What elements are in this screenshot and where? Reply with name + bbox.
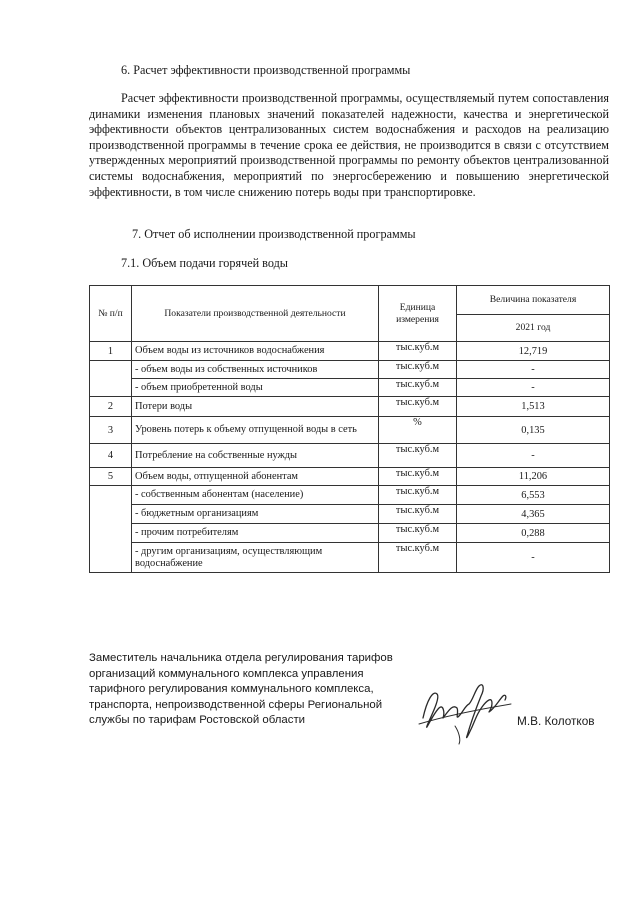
row-indicator: - другим организациям, осуществляющим водоснабжение xyxy=(132,543,379,573)
row-indicator: - объем приобретенной воды xyxy=(132,379,379,397)
row-num: 5 xyxy=(90,468,132,486)
table-row xyxy=(90,361,610,379)
row-value: 12,719 xyxy=(457,342,610,361)
row-value: - xyxy=(457,379,610,397)
header-unit: Единица измерения xyxy=(379,286,457,342)
table-row xyxy=(90,524,610,543)
water-supply-table xyxy=(89,285,610,573)
row-num: 3 xyxy=(90,417,132,444)
row-value: 0,135 xyxy=(457,417,610,444)
header-year: 2021 год xyxy=(457,315,610,342)
handwritten-signature xyxy=(415,670,515,748)
table-row xyxy=(90,505,610,524)
row-num: 4 xyxy=(90,444,132,468)
row-unit: тыс.куб.м xyxy=(379,524,457,543)
row-value: - xyxy=(457,361,610,379)
row-unit: тыс.куб.м xyxy=(379,397,457,417)
row-indicator: - собственным абонентам (население) xyxy=(132,486,379,505)
row-unit: тыс.куб.м xyxy=(379,505,457,524)
section-7-title: 7. Отчет об исполнении производственной программы xyxy=(132,227,416,241)
row-num xyxy=(90,361,132,397)
row-indicator: - бюджетным организациям xyxy=(132,505,379,524)
table-row xyxy=(90,543,610,573)
row-value: 6,553 xyxy=(457,486,610,505)
row-unit: тыс.куб.м xyxy=(379,468,457,486)
row-value: 4,365 xyxy=(457,505,610,524)
row-unit: % xyxy=(379,417,457,444)
row-num xyxy=(90,486,132,573)
row-unit: тыс.куб.м xyxy=(379,361,457,379)
signatory-name: М.В. Колотков xyxy=(517,714,595,728)
table-row xyxy=(90,417,610,444)
row-value: - xyxy=(457,543,610,573)
table-row xyxy=(90,342,610,361)
table-row xyxy=(90,397,610,417)
row-indicator: - объем воды из собственных источников xyxy=(132,361,379,379)
row-value: - xyxy=(457,444,610,468)
signatory-position: Заместитель начальника отдела регулирования тарифов организаций коммунального комплекса управления тарифного регулирования коммунального комплекса, транспорта, непроизводственной сферы Региональной службы по тарифам Ростовской области xyxy=(89,652,393,727)
header-indicator: Показатели производственной деятельности xyxy=(132,286,379,342)
table-row xyxy=(90,468,610,486)
header-num: № п/п xyxy=(90,286,132,342)
table-row xyxy=(90,444,610,468)
row-value: 0,288 xyxy=(457,524,610,543)
row-value: 11,206 xyxy=(457,468,610,486)
table-row xyxy=(90,486,610,505)
row-indicator: Потребление на собственные нужды xyxy=(132,444,379,468)
section-6-paragraph: Расчет эффективности производственной программы, осуществляемый путем сопоставления динамики изменения плановых значений показателей надежности, качества и энергетической эффективности объектов централизованных систем водоснабжения и расходов на реализацию производственной программы в течение срока ее действия, не производится в связи с отсутствием утвержденных мероприятий производственной программы по ремонту объектов централизованной системы водоснабжения, мероприятий по энергосбережению и повышению энергетической эффективности, в том числе снижению потерь воды при транспортировке. xyxy=(89,91,609,199)
row-indicator: - прочим потребителям xyxy=(132,524,379,543)
row-unit: тыс.куб.м xyxy=(379,444,457,468)
row-indicator: Потери воды xyxy=(132,397,379,417)
row-num: 2 xyxy=(90,397,132,417)
row-unit: тыс.куб.м xyxy=(379,486,457,505)
section-6-title: 6. Расчет эффективности производственной программы xyxy=(121,63,411,77)
row-indicator: Уровень потерь к объему отпущенной воды в сеть xyxy=(132,417,379,444)
row-indicator: Объем воды, отпущенной абонентам xyxy=(132,468,379,486)
row-value: 1,513 xyxy=(457,397,610,417)
row-unit: тыс.куб.м xyxy=(379,342,457,361)
header-value-group: Величина показателя xyxy=(457,286,610,315)
row-unit: тыс.куб.м xyxy=(379,379,457,397)
row-unit: тыс.куб.м xyxy=(379,543,457,573)
table-row xyxy=(90,379,610,397)
row-num: 1 xyxy=(90,342,132,361)
section-7-1-subtitle: 7.1. Объем подачи горячей воды xyxy=(121,256,288,270)
row-indicator: Объем воды из источников водоснабжения xyxy=(132,342,379,361)
